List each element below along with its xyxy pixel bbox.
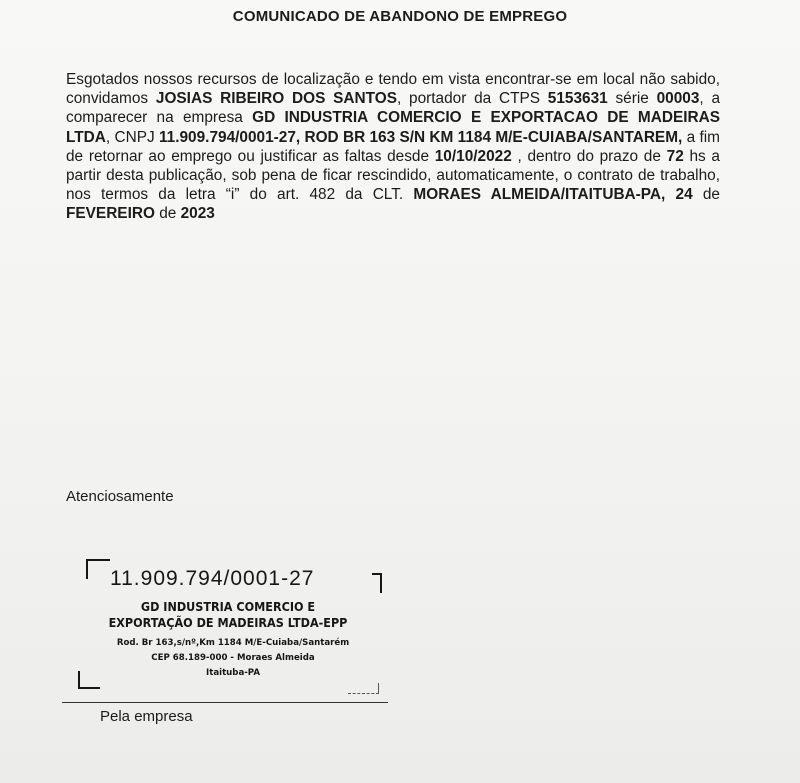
body-text-6: a fim de retornar ao emprego ou justificar as faltas desde xyxy=(66,128,720,165)
stamp-corner-top-left xyxy=(86,559,110,579)
company-stamp xyxy=(78,555,388,705)
year: 2023 xyxy=(180,205,215,223)
month: FEVEREIRO xyxy=(66,205,155,223)
body-text-9: de xyxy=(692,186,720,204)
deadline-hours: 72 xyxy=(666,147,684,165)
body-text-8: hs a partir desta publicação, sob pena de ficar rescindido, automaticamente, o contrato de trabalho, nos termos da letra “i” do art. 482 da CLT. xyxy=(66,147,720,204)
stamp-address-line-1: Rod. Br 163,s/nº,Km 1184 M/E-Cuiaba/Santarém xyxy=(116,638,350,648)
signature-label: Pela empresa xyxy=(100,708,193,725)
company-name: GD INDUSTRIA COMERCIO E EXPORTACAO DE MADEIRAS LTDA xyxy=(66,109,720,146)
absence-date: 10/10/2022 xyxy=(434,147,512,165)
body-text-10: de xyxy=(154,205,181,223)
stamp-company-line-1: GD INDUSTRIA COMERCIO E xyxy=(140,600,316,614)
body-text-5: , CNPJ xyxy=(105,128,159,146)
employee-name: JOSIAS RIBEIRO DOS SANTOS xyxy=(155,90,397,108)
ctps-serie: 00003 xyxy=(656,90,700,108)
body-text-3: série xyxy=(607,90,657,108)
stamp-corner-top-right xyxy=(372,573,382,593)
body-text-4: , a comparecer na empresa xyxy=(66,90,721,127)
cnpj-address: 11.909.794/0001-27, ROD BR 163 S/N KM 1184 M/E-CUIABA/SANTAREM, xyxy=(158,128,683,146)
place-date: MORAES ALMEIDA/ITAITUBA-PA, 24 xyxy=(413,186,693,204)
stamp-cnpj: 11.909.794/0001-27 xyxy=(110,567,315,590)
document-title: COMUNICADO DE ABANDONO DE EMPREGO xyxy=(232,8,568,25)
body-text-7: , dentro do prazo de xyxy=(511,147,667,165)
body-text-1: Esgotados nossos recursos de localização e tendo em vista encontrar-se em local não sabido, convidamos xyxy=(66,71,720,108)
signature-line xyxy=(62,702,388,703)
stamp-address-line-3: Itaituba-PA xyxy=(206,668,260,678)
closing-salutation: Atenciosamente xyxy=(66,488,174,505)
stamp-company-line-2: EXPORTAÇÃO DE MADEIRAS LTDA-EPP xyxy=(108,616,348,630)
stamp-address-line-2: CEP 68.189-000 - Moraes Almeida xyxy=(151,653,315,663)
stamp-signature-mark xyxy=(348,683,379,694)
body-text-2: , portador da CTPS xyxy=(396,90,548,108)
notice-body xyxy=(66,70,720,224)
ctps-number: 5153631 xyxy=(547,90,608,108)
